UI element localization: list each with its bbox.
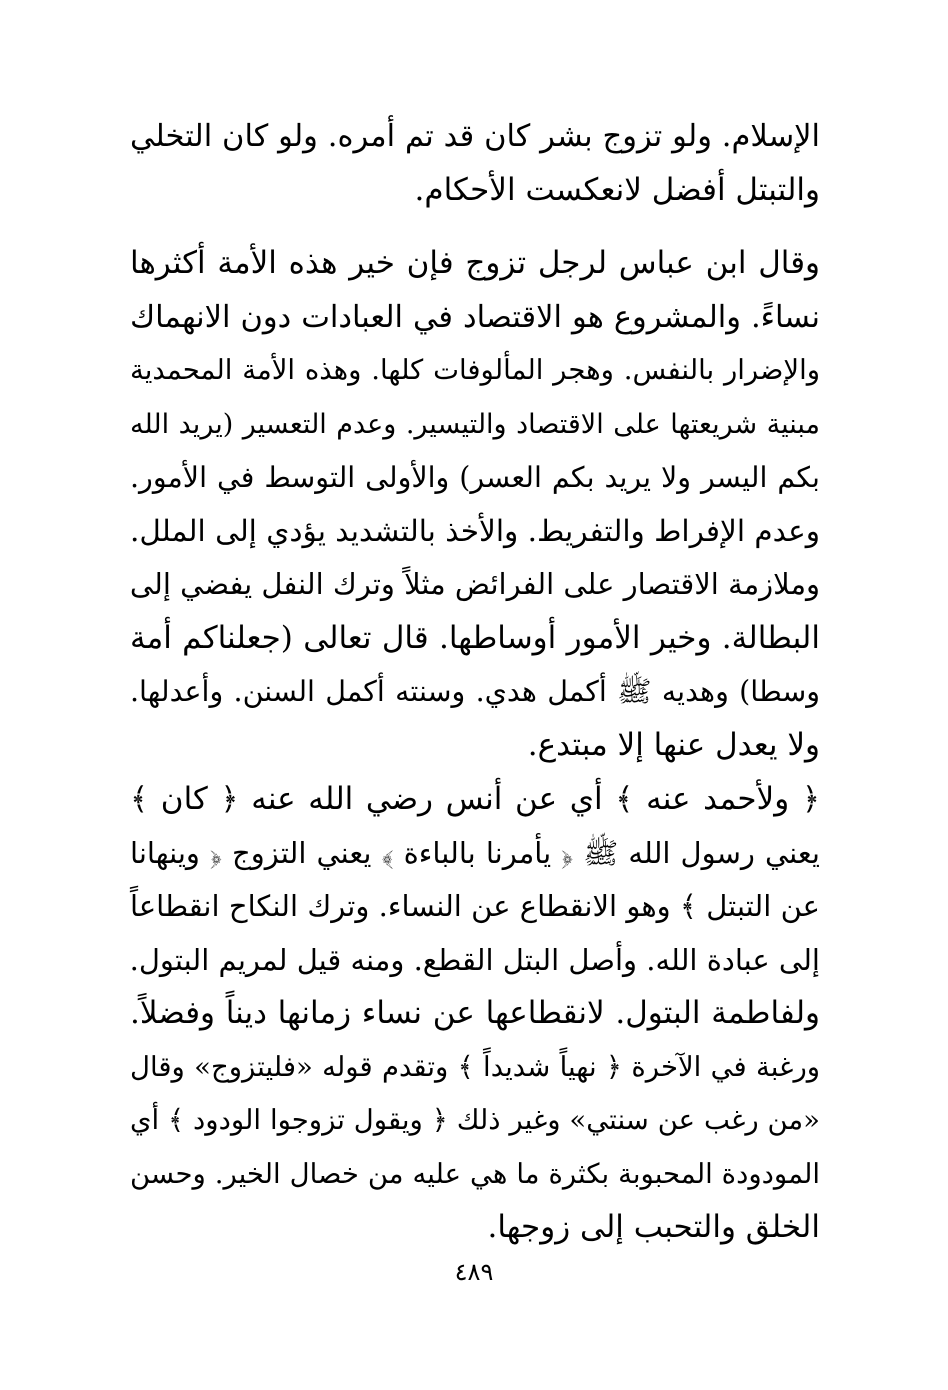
paragraph-2 xyxy=(130,237,820,772)
text-line: ولفاطمة البتول. لانقطاعها عن نساء زمانها ديناً وفضلاً. xyxy=(130,995,820,1031)
paragraph-3 xyxy=(130,773,820,1255)
paragraph-1 xyxy=(130,110,820,217)
text-line: والإضرار بالنفس. وهجر المألوفات كلها. وهذه الأمة المحمدية xyxy=(130,354,820,386)
text-line: والتبتل أفضل لانعكست الأحكام. xyxy=(414,171,820,208)
text-line: ﴿ ولأحمد عنه ﴾ أي عن أنس رضي الله عنه ﴿ كان ﴾ xyxy=(130,781,820,817)
text-line: نساءً. والمشروع هو الاقتصاد في العبادات دون الانهماك xyxy=(130,299,820,335)
text-line: البطالة. وخير الأمور أوساطها. قال تعالى (جعلناكم أمة xyxy=(130,619,820,656)
text-line: الإسلام. ولو تزوج بشر كان قد تم أمره. ولو كان التخلي xyxy=(130,119,820,154)
text-line: ورغبة في الآخرة ﴿ نهياً شديداً ﴾ وتقدم قوله «فليتزوج» وقال xyxy=(130,1050,820,1083)
text-line: وسطا) وهديه ﷺ أكمل هدي. وسنته أكمل السنن. وأعدلها. xyxy=(130,675,820,708)
text-line: بكم اليسر ولا يريد بكم العسر) والأولى التوسط في الأمور. xyxy=(130,461,820,494)
text-line: وقال ابن عباس لرجل تزوج فإن خير هذه الأمة أكثرها xyxy=(130,245,820,281)
text-line: وعدم الإفراط والتفريط. والأخذ بالتشديد يؤدي إلى الملل. xyxy=(130,513,820,548)
page-number: ٤٨٩ xyxy=(454,1258,494,1286)
text-line: يعني رسول الله ﷺ ﴿ يأمرنا بالباءة ﴾ يعني التزوج ﴿ وينهانا xyxy=(130,835,820,870)
text-line: المودودة المحبوبة بكثرة ما هي عليه من خصال الخير. وحسن xyxy=(130,1157,820,1190)
text-line: الخلق والتحبب إلى زوجها. xyxy=(487,1209,820,1245)
text-line: مبنية شريعتها على الاقتصاد والتيسير. وعدم التعسير (يريد الله xyxy=(130,408,820,440)
text-line: «من رغب عن سنتي» وغير ذلك ﴿ ويقول تزوجوا الودود ﴾ أي xyxy=(130,1104,820,1136)
text-line: ولا يعدل عنها إلا مبتدع. xyxy=(527,726,820,763)
text-line: عن التبتل ﴾ وهو الانقطاع عن النساء. وترك النكاح انقطاعاً xyxy=(130,889,820,923)
text-line: وملازمة الاقتصار على الفرائض مثلاً وترك النفل يفضي إلى xyxy=(129,567,820,601)
text-line: إلى عبادة الله. وأصل البتل القطع. ومنه قيل لمريم البتول. xyxy=(129,942,820,977)
